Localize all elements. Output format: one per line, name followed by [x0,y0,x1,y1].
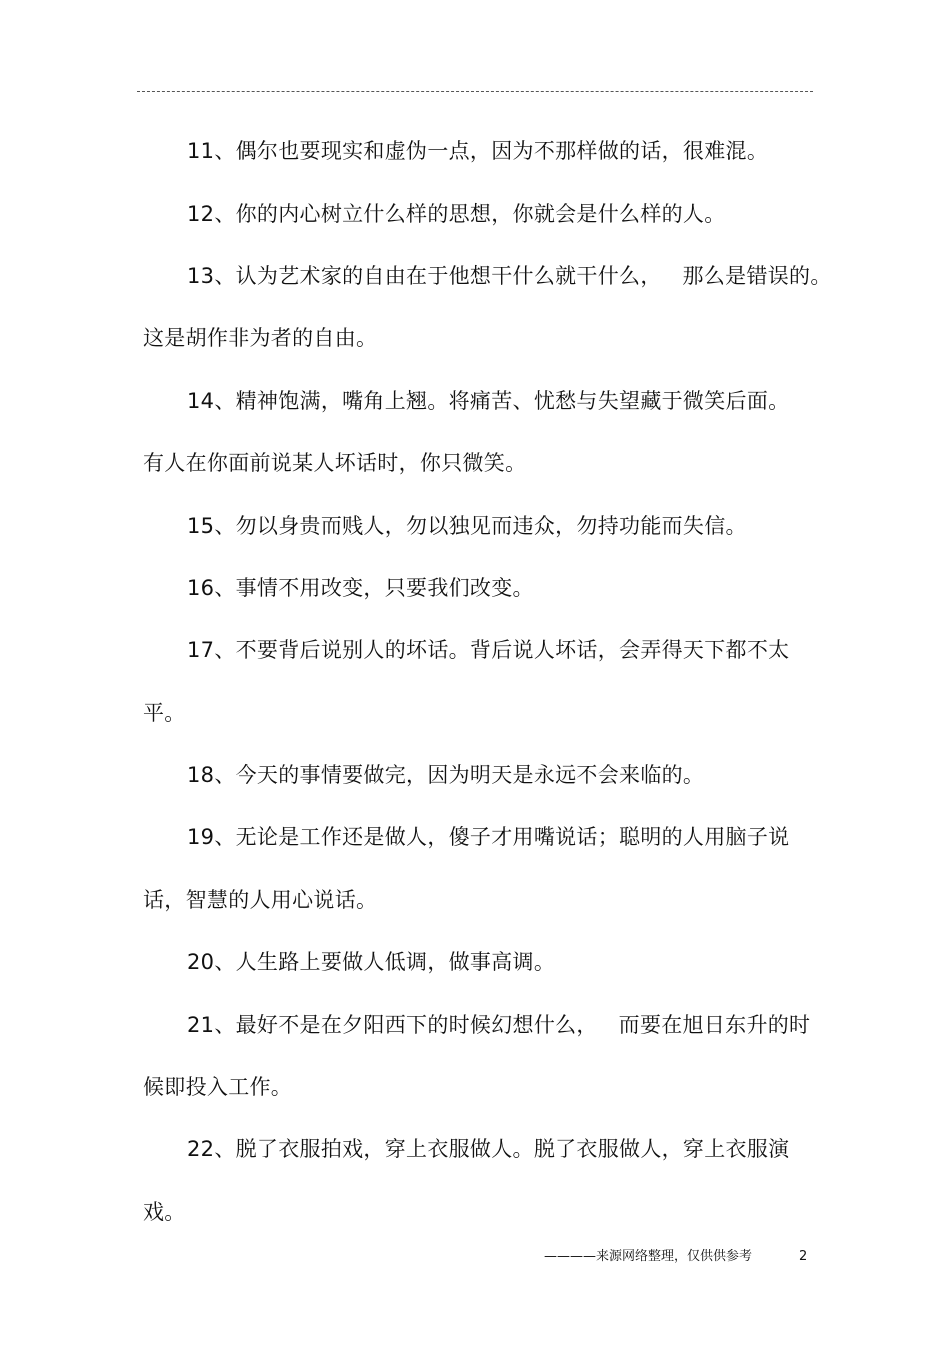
quote-13-continuation: 这是胡作非为者的自由。 [143,326,378,350]
quote-17: 17、不要背后说别人的坏话。背后说人坏话，会弄得天下都不太 [187,638,790,662]
quote-14-continuation: 有人在你面前说某人坏话时，你只微笑。 [143,451,527,475]
quote-21: 21、最好不是在夕阳西下的时候幻想什么， 而要在旭日东升的时 [187,1013,811,1037]
quote-12: 12、你的内心树立什么样的思想，你就会是什么样的人。 [187,202,726,226]
quote-21-continuation: 候即投入工作。 [143,1075,293,1099]
quote-14: 14、精神饱满，嘴角上翘。将痛苦、忧愁与失望藏于微笑后面。 [187,389,790,413]
quote-16: 16、事情不用改变，只要我们改变。 [187,576,534,600]
quote-11: 11、偶尔也要现实和虚伪一点，因为不那样做的话，很难混。 [187,139,769,163]
quote-20: 20、人生路上要做人低调，做事高调。 [187,950,556,974]
header-divider [137,91,813,92]
quote-19: 19、无论是工作还是做人，傻子才用嘴说话；聪明的人用脑子说 [187,825,790,849]
footer-source-note: ————来源网络整理，仅供供参考 [544,1249,753,1264]
quote-22-continuation: 戏。 [143,1200,186,1224]
quote-18: 18、今天的事情要做完，因为明天是永远不会来临的。 [187,763,705,787]
page-number: 2 [799,1249,808,1264]
quote-15: 15、勿以身贵而贱人，勿以独见而违众，勿持功能而失信。 [187,514,747,538]
quote-17-continuation: 平。 [143,701,186,725]
quote-13: 13、认为艺术家的自由在于他想干什么就干什么， 那么是错误的。 [187,264,832,288]
quote-19-continuation: 话，智慧的人用心说话。 [143,888,378,912]
quote-22: 22、脱了衣服拍戏，穿上衣服做人。脱了衣服做人，穿上衣服演 [187,1137,790,1161]
